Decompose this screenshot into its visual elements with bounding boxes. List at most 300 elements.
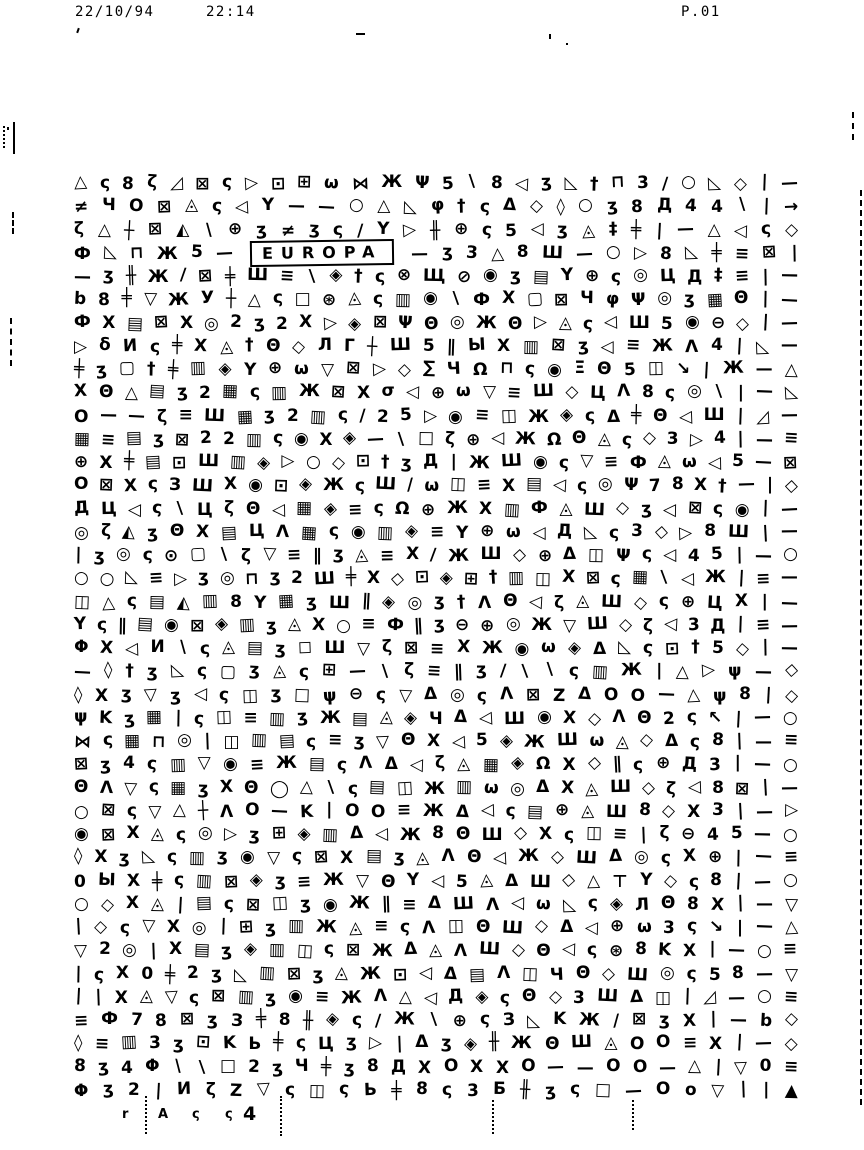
cipher-glyph: ◊ bbox=[73, 846, 83, 867]
cipher-glyph: ◉ bbox=[547, 359, 563, 381]
cipher-glyph: — bbox=[755, 359, 773, 380]
cipher-glyph: ┼ bbox=[197, 800, 209, 822]
cipher-glyph: ▥ bbox=[268, 940, 286, 961]
cipher-glyph: З bbox=[501, 1009, 516, 1031]
cipher-glyph: О bbox=[128, 196, 145, 217]
cipher-glyph: Δ bbox=[608, 846, 623, 867]
cipher-glyph: И bbox=[150, 637, 165, 658]
cipher-glyph: ◬ bbox=[584, 778, 599, 799]
cipher-glyph: ∣ bbox=[760, 637, 770, 658]
cipher-glyph: — bbox=[780, 567, 798, 588]
cipher-glyph: ▽ bbox=[356, 638, 371, 660]
cipher-glyph: ◺ bbox=[403, 197, 418, 218]
cipher-glyph: ⊕ bbox=[707, 847, 723, 868]
cipher-glyph: ∥ bbox=[361, 590, 372, 611]
cipher-glyph: ∣ bbox=[760, 267, 770, 288]
cipher-glyph: О bbox=[655, 1032, 672, 1053]
cipher-glyph: ◺ bbox=[755, 336, 770, 358]
cipher-glyph: ∑ bbox=[422, 357, 436, 379]
cipher-glyph: ▽ bbox=[148, 801, 162, 822]
cipher-glyph: ⊠ bbox=[195, 174, 210, 195]
cipher-glyph: ⊠ bbox=[550, 334, 566, 356]
cipher-glyph: Θ bbox=[73, 776, 89, 797]
cipher-glyph: 5 bbox=[711, 637, 724, 659]
cipher-glyph: Ф bbox=[101, 1009, 118, 1030]
cipher-glyph: ς bbox=[211, 196, 223, 217]
cipher-glyph: Ф bbox=[73, 311, 92, 332]
cipher-glyph: ≡ bbox=[604, 451, 620, 473]
cipher-glyph: — bbox=[755, 801, 773, 823]
cipher-glyph: ∖ bbox=[379, 662, 392, 683]
cipher-glyph: ◁ bbox=[528, 591, 543, 612]
cipher-glyph: ⊠ bbox=[98, 475, 114, 496]
cipher-glyph: Ж bbox=[531, 614, 553, 635]
cipher-glyph: ʒ bbox=[169, 685, 182, 706]
cipher-glyph: Ж bbox=[393, 1008, 416, 1030]
cipher-glyph: ≡ bbox=[279, 265, 295, 287]
cipher-glyph: Ξ bbox=[574, 358, 586, 379]
cipher-glyph: X bbox=[417, 1057, 432, 1078]
cipher-glyph: ʒ bbox=[269, 567, 281, 588]
cipher-glyph: ⊠ bbox=[245, 894, 261, 916]
cipher-glyph: ◁ bbox=[127, 499, 142, 520]
cipher-glyph: Θ bbox=[401, 730, 416, 751]
cipher-glyph: ◫ bbox=[449, 474, 467, 495]
cipher-glyph: ⊠ bbox=[585, 568, 601, 589]
cipher-glyph: ⊠ bbox=[345, 357, 362, 379]
cipher-glyph: ◬ bbox=[576, 590, 590, 611]
cipher-glyph: ▽ bbox=[141, 915, 156, 937]
cipher-glyph: 8 bbox=[631, 197, 644, 218]
cipher-glyph: ◈ bbox=[325, 1008, 340, 1030]
cipher-glyph: — bbox=[756, 893, 774, 914]
cipher-glyph: Ш bbox=[246, 264, 268, 286]
cipher-glyph: ∕ bbox=[357, 220, 364, 241]
cipher-glyph: ◁ bbox=[431, 870, 445, 891]
symbol-row bbox=[74, 846, 798, 869]
cipher-glyph: ◇ bbox=[94, 917, 108, 938]
cipher-glyph: Ω bbox=[546, 429, 562, 451]
cipher-glyph: X bbox=[561, 567, 576, 588]
cipher-glyph: ◬ bbox=[219, 336, 234, 358]
cipher-glyph: ζ bbox=[553, 592, 565, 613]
cipher-glyph: ▦ bbox=[295, 497, 313, 518]
cipher-glyph: ◇ bbox=[511, 940, 525, 961]
cipher-glyph: ʒ bbox=[197, 567, 210, 588]
cipher-glyph: Ζ bbox=[552, 685, 566, 706]
cipher-glyph: ∣ bbox=[760, 289, 770, 310]
cipher-glyph: ∖ bbox=[427, 1009, 441, 1031]
cipher-glyph: ς bbox=[441, 1079, 453, 1101]
cipher-glyph: ʒ bbox=[343, 1057, 356, 1078]
cipher-glyph: ◁ bbox=[707, 453, 722, 474]
cipher-glyph: ╪ bbox=[255, 1008, 267, 1030]
cipher-glyph: ▦ bbox=[221, 381, 239, 402]
cipher-glyph: ∣ bbox=[148, 941, 158, 962]
scan-speck bbox=[549, 34, 551, 39]
cipher-glyph: ω bbox=[294, 358, 310, 380]
cipher-glyph: ⊠ bbox=[525, 684, 541, 705]
cipher-glyph: X bbox=[682, 1010, 697, 1032]
cipher-glyph: 7 bbox=[130, 1009, 143, 1031]
cipher-glyph: ▥ bbox=[321, 824, 339, 846]
cipher-glyph: ⊤ bbox=[612, 871, 628, 892]
cipher-glyph: Θ bbox=[245, 498, 261, 519]
cipher-glyph: Γ bbox=[343, 335, 356, 356]
cipher-glyph: ◎ bbox=[407, 592, 423, 613]
cipher-glyph: X bbox=[193, 335, 209, 357]
cipher-glyph: ʒ bbox=[557, 219, 569, 240]
cipher-glyph: X bbox=[223, 474, 238, 495]
cipher-glyph: ʒ bbox=[306, 591, 318, 612]
cipher-glyph: ≡ bbox=[783, 986, 799, 1008]
cipher-glyph: Ш bbox=[324, 638, 346, 659]
symbol-row bbox=[74, 1009, 798, 1032]
cipher-glyph: 4 bbox=[712, 427, 726, 449]
cipher-glyph: ʒ bbox=[577, 335, 589, 357]
cipher-glyph: ς bbox=[272, 288, 284, 309]
cipher-glyph: ╪ bbox=[391, 1080, 402, 1101]
cipher-glyph: ⊗ bbox=[396, 265, 412, 286]
cipher-glyph: 4 bbox=[120, 1057, 134, 1078]
cipher-glyph: Ц bbox=[100, 498, 117, 519]
cipher-glyph: Δ bbox=[536, 776, 550, 797]
cipher-glyph: ∥ bbox=[413, 615, 424, 637]
cipher-glyph: ◁ bbox=[514, 173, 529, 195]
cipher-glyph: ▥ bbox=[195, 870, 213, 892]
cipher-glyph: ◫ bbox=[585, 822, 602, 844]
cipher-glyph: ▷ bbox=[533, 311, 548, 332]
cipher-glyph: 8 bbox=[641, 382, 654, 403]
cipher-glyph: ʒ bbox=[271, 1057, 284, 1078]
symbol-row bbox=[74, 498, 798, 521]
cipher-glyph: ◎ bbox=[632, 264, 649, 286]
cipher-glyph: ◎ bbox=[509, 778, 526, 799]
cipher-glyph: □ bbox=[219, 1055, 236, 1076]
cipher-glyph: ╫ bbox=[125, 265, 137, 287]
cipher-glyph: ς bbox=[119, 918, 130, 939]
cipher-glyph: ╫ bbox=[429, 220, 441, 241]
cipher-glyph: 8 bbox=[711, 729, 724, 751]
cipher-glyph: ▤ bbox=[220, 522, 238, 544]
cipher-glyph: ◁ bbox=[663, 545, 677, 566]
cipher-glyph: ʒ bbox=[274, 638, 287, 660]
cipher-glyph: 2 bbox=[198, 383, 211, 404]
cipher-glyph: Ж bbox=[475, 312, 498, 333]
cipher-glyph: ⊕ bbox=[267, 357, 283, 379]
cipher-glyph: ς bbox=[642, 637, 654, 659]
cipher-glyph: Ш bbox=[609, 776, 631, 797]
cipher-glyph: ≡ bbox=[379, 546, 395, 567]
cipher-glyph: ◎ bbox=[597, 474, 613, 495]
cipher-glyph: ς bbox=[284, 1079, 295, 1100]
cipher-glyph: 8 bbox=[278, 1010, 291, 1031]
cipher-glyph: Ф bbox=[530, 497, 549, 518]
cipher-glyph: ⊓ bbox=[151, 732, 166, 753]
cipher-glyph: X bbox=[562, 707, 577, 729]
cipher-glyph: ς bbox=[609, 522, 620, 543]
cipher-glyph: ◫ bbox=[73, 591, 91, 612]
cipher-glyph: ʒ bbox=[248, 824, 261, 846]
cipher-glyph: ◇ bbox=[784, 1008, 799, 1030]
symbol-row bbox=[74, 1079, 798, 1102]
cipher-glyph: ▥ bbox=[245, 429, 262, 451]
cipher-glyph: ▷ bbox=[372, 358, 387, 380]
cipher-glyph: ∣ bbox=[708, 1009, 718, 1030]
cipher-glyph: ⊡ bbox=[392, 964, 408, 985]
cipher-glyph: ∣ bbox=[761, 1079, 771, 1100]
symbol-sheet bbox=[74, 172, 798, 1102]
cipher-glyph: Θ bbox=[380, 871, 396, 892]
cipher-glyph: Ж bbox=[468, 452, 490, 474]
cipher-glyph: ς bbox=[193, 708, 205, 730]
cipher-glyph: ∣ bbox=[735, 918, 744, 939]
cipher-glyph: Ш bbox=[204, 405, 226, 426]
cipher-glyph: X bbox=[497, 335, 511, 356]
cipher-glyph: ◬ bbox=[429, 940, 443, 961]
cipher-glyph: ╪ bbox=[73, 358, 85, 380]
cipher-glyph: Θ bbox=[455, 823, 471, 845]
cipher-glyph: ◺ bbox=[707, 172, 722, 194]
cipher-glyph: Ж bbox=[359, 963, 382, 985]
cipher-glyph: Ш bbox=[570, 1032, 593, 1053]
cipher-glyph: Y bbox=[406, 869, 420, 890]
cipher-glyph: ◎ bbox=[450, 684, 465, 705]
cipher-glyph: ∣ bbox=[760, 522, 770, 544]
cipher-glyph: ⊠ bbox=[313, 847, 329, 868]
cipher-glyph: X bbox=[125, 892, 139, 913]
cipher-glyph: ∖ bbox=[324, 777, 338, 798]
cipher-glyph: ς bbox=[584, 405, 596, 426]
cipher-glyph: ▦ bbox=[277, 590, 295, 612]
cipher-glyph: ς bbox=[148, 776, 160, 797]
cipher-glyph: ◈ bbox=[243, 939, 258, 960]
cipher-glyph: ς bbox=[374, 266, 386, 288]
cipher-glyph: ∥ bbox=[454, 662, 464, 683]
cipher-glyph: 8 bbox=[366, 1055, 379, 1076]
symbol-row bbox=[74, 591, 798, 614]
cipher-glyph: ʒ bbox=[433, 613, 445, 634]
cipher-glyph: ς bbox=[477, 685, 488, 706]
cipher-glyph: ○ bbox=[782, 543, 799, 565]
cipher-glyph: ς bbox=[272, 427, 284, 449]
cipher-glyph: ╪ bbox=[630, 219, 642, 240]
cipher-glyph: ▷ bbox=[689, 429, 703, 451]
cipher-glyph: δ bbox=[99, 334, 112, 356]
symbol-row bbox=[74, 614, 798, 637]
cipher-glyph: ς bbox=[570, 1078, 581, 1099]
fax-page-number: P.01 bbox=[681, 4, 721, 20]
cipher-glyph: ▤ bbox=[365, 846, 382, 867]
cipher-glyph: ▥ bbox=[503, 499, 521, 521]
cipher-glyph: — bbox=[780, 637, 799, 659]
cipher-glyph: ◬ bbox=[348, 917, 363, 939]
cipher-glyph: Ο bbox=[344, 800, 360, 822]
cipher-glyph: ◎ bbox=[505, 613, 521, 635]
cipher-glyph: ◎ bbox=[176, 729, 193, 751]
cipher-glyph: ◁ bbox=[451, 731, 466, 753]
cipher-glyph: △ bbox=[686, 684, 701, 705]
cipher-glyph: Ж bbox=[340, 987, 363, 1009]
cipher-glyph: Δ bbox=[415, 1032, 429, 1053]
cipher-glyph: ς bbox=[221, 171, 233, 193]
cipher-glyph: Д bbox=[73, 497, 90, 519]
cipher-glyph: ∕ bbox=[180, 265, 188, 286]
fax-time: 22:14 bbox=[206, 4, 256, 20]
cipher-glyph: ⊠ bbox=[631, 1009, 647, 1030]
scan-artifact bbox=[12, 212, 14, 234]
cipher-glyph: — bbox=[73, 266, 92, 288]
cipher-glyph: ◇ bbox=[784, 1034, 798, 1055]
cipher-glyph: Ц bbox=[318, 1034, 335, 1055]
cipher-glyph: Θ bbox=[575, 962, 591, 983]
cipher-glyph: ≡ bbox=[783, 847, 799, 868]
cipher-glyph: Φ bbox=[145, 1055, 160, 1076]
cipher-glyph: ◉ bbox=[448, 406, 464, 427]
cipher-glyph: ▷ bbox=[323, 312, 338, 333]
cipher-glyph: Ы bbox=[97, 869, 116, 890]
cipher-glyph: ◎ bbox=[659, 962, 676, 983]
cipher-glyph: ◈ bbox=[298, 474, 313, 495]
cipher-glyph: ⊡ bbox=[270, 174, 285, 195]
cipher-glyph: ≡ bbox=[755, 569, 771, 590]
cipher-glyph: Ш bbox=[532, 381, 555, 402]
cipher-glyph: ς bbox=[689, 732, 701, 753]
cipher-glyph: ∕ bbox=[499, 661, 507, 682]
cipher-glyph: Y bbox=[243, 359, 257, 381]
cipher-glyph: ⊠ bbox=[286, 963, 302, 984]
cipher-glyph: ◁ bbox=[680, 569, 695, 590]
cipher-glyph: Λ bbox=[453, 941, 468, 962]
cipher-glyph: ≡ bbox=[402, 894, 417, 915]
cipher-glyph: △ bbox=[73, 171, 88, 193]
cipher-glyph: † bbox=[381, 452, 390, 473]
cipher-glyph: ≠ bbox=[73, 197, 89, 218]
cipher-glyph: ζ bbox=[665, 778, 677, 799]
cipher-glyph: Ш bbox=[586, 613, 609, 635]
cipher-glyph: Ω bbox=[394, 498, 411, 519]
cipher-glyph: ◁ bbox=[532, 522, 546, 543]
cipher-glyph: ◇ bbox=[639, 729, 654, 751]
cipher-glyph: ◊ bbox=[74, 1033, 83, 1054]
cipher-glyph: ∕ bbox=[661, 174, 669, 195]
cipher-glyph: Θ bbox=[98, 382, 114, 403]
cipher-glyph: ◁ bbox=[662, 499, 677, 520]
cipher-glyph: ∣ bbox=[654, 661, 664, 682]
cipher-glyph: ⊠ bbox=[100, 799, 116, 821]
cipher-glyph: ▦ bbox=[631, 567, 648, 588]
cipher-glyph: Λ bbox=[477, 592, 491, 613]
cipher-glyph: ∣ bbox=[73, 915, 83, 937]
cipher-glyph: ∣ bbox=[734, 730, 744, 752]
cipher-glyph: ∣ bbox=[735, 800, 745, 822]
cipher-glyph: Ш bbox=[556, 729, 579, 751]
cipher-glyph: ζ bbox=[444, 428, 456, 450]
cipher-glyph: ↖ bbox=[708, 707, 723, 728]
cipher-glyph: ◬ bbox=[615, 731, 630, 753]
cipher-glyph: 3 bbox=[630, 520, 644, 541]
cipher-glyph: ▦ bbox=[146, 706, 163, 728]
cipher-glyph: Ж bbox=[275, 753, 298, 774]
cipher-glyph: ◫ bbox=[655, 987, 672, 1008]
cipher-glyph: ◉ bbox=[322, 894, 338, 916]
cipher-glyph: ∣ bbox=[73, 963, 83, 984]
cipher-glyph: ∣ bbox=[734, 335, 744, 357]
cipher-glyph: 5 bbox=[422, 335, 435, 356]
cipher-glyph: ∣ bbox=[765, 475, 774, 496]
symbol-row bbox=[74, 521, 798, 544]
cipher-glyph: — bbox=[754, 545, 772, 567]
cipher-glyph: X bbox=[562, 755, 576, 776]
footer-mark: r bbox=[122, 1107, 129, 1122]
cipher-glyph: ∖ bbox=[305, 266, 318, 288]
cipher-glyph: ◁ bbox=[419, 962, 433, 983]
cipher-glyph: ▢ bbox=[119, 357, 136, 379]
cipher-glyph: ▦ bbox=[73, 428, 91, 450]
cipher-glyph: ς bbox=[399, 916, 411, 938]
cipher-glyph: Φ bbox=[73, 1080, 89, 1102]
cipher-glyph: ʒ bbox=[440, 1033, 452, 1054]
cipher-glyph: ζ bbox=[146, 171, 158, 193]
cipher-glyph: ○ bbox=[605, 241, 622, 263]
cipher-glyph: ▥ bbox=[169, 755, 186, 776]
cipher-glyph: ○ bbox=[680, 171, 697, 193]
cipher-glyph: ≡ bbox=[296, 871, 313, 892]
cipher-glyph: ς bbox=[524, 358, 536, 380]
cipher-glyph: — bbox=[729, 1009, 748, 1031]
cipher-glyph: ∣ bbox=[203, 730, 213, 752]
cipher-glyph: ≡ bbox=[783, 939, 798, 960]
cipher-glyph: ʒ bbox=[102, 264, 115, 286]
cipher-glyph: ⊠ bbox=[153, 311, 169, 332]
cipher-glyph: ▽ bbox=[355, 870, 370, 891]
cipher-glyph: ◬ bbox=[150, 823, 165, 845]
cipher-glyph: ▽ bbox=[321, 360, 335, 381]
cipher-glyph: ʒ bbox=[120, 683, 133, 704]
cipher-glyph: ╫ bbox=[488, 1032, 500, 1053]
cipher-glyph: ⊕ bbox=[453, 218, 469, 239]
cipher-glyph: ◈ bbox=[475, 986, 489, 1007]
cipher-glyph: ◈ bbox=[463, 1034, 478, 1055]
cipher-glyph: X bbox=[682, 846, 697, 867]
cipher-glyph: ʒ bbox=[102, 1078, 114, 1099]
cipher-glyph: ○ bbox=[73, 801, 90, 823]
cipher-glyph: ▥ bbox=[237, 986, 255, 1008]
cipher-glyph: ⊠ bbox=[783, 452, 799, 474]
cipher-glyph: ς bbox=[688, 871, 699, 892]
cipher-glyph: ◉ bbox=[73, 823, 90, 845]
cipher-glyph: ς bbox=[96, 614, 108, 635]
cipher-glyph: X bbox=[195, 521, 210, 543]
cipher-glyph: Δ bbox=[428, 892, 442, 914]
cipher-glyph: ⊠ bbox=[174, 429, 190, 451]
cipher-glyph: Ф bbox=[73, 243, 92, 265]
cipher-glyph: 4 bbox=[687, 545, 700, 567]
cipher-glyph: ◬ bbox=[335, 962, 349, 983]
cipher-glyph: ς bbox=[686, 706, 697, 727]
cipher-glyph: ς bbox=[586, 940, 598, 961]
cipher-glyph: ς bbox=[218, 684, 230, 705]
cipher-glyph: ζ bbox=[642, 615, 653, 636]
cipher-glyph: ◇ bbox=[784, 219, 799, 240]
cipher-glyph: ▥ bbox=[271, 383, 288, 404]
cipher-glyph: X bbox=[470, 1056, 484, 1077]
cipher-glyph: △ bbox=[586, 870, 601, 891]
cipher-glyph: ▽ bbox=[123, 778, 138, 799]
cipher-glyph: ◇ bbox=[615, 497, 630, 518]
cipher-glyph: ς bbox=[375, 684, 387, 705]
cipher-glyph: ◬ bbox=[139, 985, 154, 1007]
